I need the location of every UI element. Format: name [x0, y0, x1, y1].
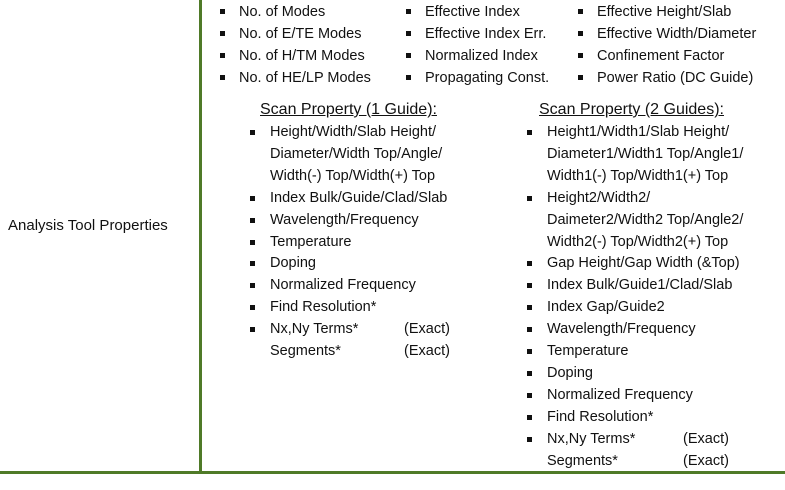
- bullet-icon: [527, 371, 532, 376]
- list-item: [578, 67, 756, 89]
- column-divider: [199, 0, 202, 473]
- bullet-icon: [406, 75, 411, 80]
- scan-property-text: Segments*: [547, 452, 618, 469]
- bullet-icon: [527, 349, 532, 354]
- bullet-icon: [250, 261, 255, 266]
- list-item: [406, 23, 549, 45]
- scan-property-text: Daimeter2/Width2 Top/Angle2/: [547, 211, 744, 228]
- scan-1-guide-heading: Scan Property (1 Guide):: [260, 101, 437, 118]
- scan-property-text: Normalized Frequency: [547, 386, 693, 403]
- scan-property-text: Width1(-) Top/Width1(+) Top: [547, 167, 729, 184]
- bullet-icon: [527, 283, 532, 288]
- scan-property-text: Temperature: [547, 343, 629, 360]
- bullet-icon: [250, 240, 255, 245]
- bullet-icon: [527, 415, 532, 420]
- scan-property-text: Width(-) Top/Width(+) Top: [270, 167, 436, 184]
- bullet-icon: [406, 9, 411, 14]
- bullet-icon: [220, 9, 225, 14]
- scan-property-item: [527, 319, 743, 341]
- scan-property-item: [527, 363, 743, 385]
- scan-property-item: [527, 275, 743, 297]
- mode-count-list: [220, 1, 371, 89]
- list-item: [406, 1, 549, 23]
- scan-property-text: Height2/Width2/: [547, 189, 651, 206]
- list-item: [220, 23, 371, 45]
- scan-property-item: [250, 122, 447, 188]
- row-label: Analysis Tool Properties: [8, 217, 168, 234]
- scan-property-text: Doping: [270, 255, 316, 272]
- bullet-icon: [220, 75, 225, 80]
- bullet-icon: [406, 53, 411, 58]
- list-item: [578, 45, 756, 67]
- exact-note: (Exact): [404, 343, 450, 360]
- bullet-icon: [527, 305, 532, 310]
- list-item-label: Effective Index Err.: [425, 26, 547, 42]
- scan-property-item: [527, 429, 743, 451]
- bullet-icon: [578, 75, 583, 80]
- bullet-icon: [578, 9, 583, 14]
- bullet-icon: [250, 283, 255, 288]
- scan-property-item: [250, 188, 447, 210]
- index-list: [406, 1, 549, 89]
- list-item-label: Effective Index: [425, 4, 520, 20]
- list-item: [578, 23, 756, 45]
- scan-property-text: Gap Height/Gap Width (&Top): [547, 255, 740, 272]
- bullet-icon: [527, 393, 532, 398]
- bullet-icon: [250, 305, 255, 310]
- scan-property-text: Normalized Frequency: [270, 277, 416, 294]
- scan-property-item: [527, 122, 743, 188]
- bullet-icon: [220, 31, 225, 36]
- scan-property-item: [250, 297, 447, 319]
- scan-property-item: [250, 232, 447, 254]
- geometry-list: [578, 1, 756, 89]
- scan-property-text: Height/Width/Slab Height/: [270, 124, 437, 140]
- exact-note: (Exact): [683, 452, 729, 469]
- exact-note: (Exact): [404, 321, 450, 338]
- bullet-icon: [250, 327, 255, 332]
- scan-property-text: Diameter1/Width1 Top/Angle1/: [547, 145, 744, 162]
- scan-property-text: Doping: [547, 364, 593, 381]
- scan-property-item: [527, 188, 743, 254]
- scan-property-item: [527, 297, 743, 319]
- scan-property-text: Find Resolution*: [270, 299, 377, 316]
- scan-property-text: Nx,Ny Terms*: [547, 430, 636, 447]
- bullet-icon: [250, 130, 255, 135]
- scan-property-row: [270, 319, 450, 341]
- bullet-icon: [250, 218, 255, 223]
- scan-property-row: [547, 451, 743, 473]
- scan-property-text: Index Gap/Guide2: [547, 299, 665, 316]
- bullet-icon: [406, 31, 411, 36]
- list-item-label: Confinement Factor: [597, 48, 725, 64]
- bullet-icon: [527, 437, 532, 442]
- bullet-icon: [250, 196, 255, 201]
- bullet-icon: [220, 53, 225, 58]
- scan-property-item: [527, 385, 743, 407]
- list-item-label: Power Ratio (DC Guide): [597, 70, 754, 86]
- list-item-label: No. of H/TM Modes: [239, 48, 365, 64]
- list-item-label: Normalized Index: [425, 48, 538, 64]
- bullet-icon: [527, 196, 532, 201]
- scan-property-text: Width2(-) Top/Width2(+) Top: [547, 233, 729, 250]
- scan-property-text: Diameter/Width Top/Angle/: [270, 145, 443, 162]
- scan-property-text: Nx,Ny Terms*: [270, 321, 359, 338]
- list-item-label: No. of E/TE Modes: [239, 26, 362, 42]
- scan-2-guides-list: [527, 122, 743, 473]
- scan-2-guides-heading: Scan Property (2 Guides):: [539, 101, 724, 118]
- exact-note: (Exact): [683, 430, 729, 447]
- list-item: [578, 1, 756, 23]
- scan-property-text: Temperature: [270, 233, 352, 250]
- scan-property-item: [250, 210, 447, 232]
- scan-property-item: [250, 275, 447, 297]
- scan-property-row: [547, 429, 743, 451]
- scan-property-text: Index Bulk/Guide1/Clad/Slab: [547, 277, 733, 294]
- bullet-icon: [578, 53, 583, 58]
- list-item: [220, 1, 371, 23]
- scan-property-item: [250, 253, 447, 275]
- scan-property-item: [527, 253, 743, 275]
- list-item-label: No. of Modes: [239, 4, 326, 20]
- list-item: [406, 45, 549, 67]
- scan-property-item: [527, 451, 743, 473]
- list-item-label: Effective Width/Diameter: [597, 26, 757, 42]
- list-item: [220, 45, 371, 67]
- scan-property-item: [527, 407, 743, 429]
- bullet-icon: [527, 327, 532, 332]
- scan-property-item: [250, 341, 450, 363]
- scan-property-item: [527, 341, 743, 363]
- scan-property-text: Find Resolution*: [547, 408, 654, 425]
- bullet-icon: [527, 130, 532, 135]
- scan-property-text: Index Bulk/Guide/Clad/Slab: [270, 189, 448, 206]
- scan-property-text: Segments*: [270, 343, 341, 360]
- list-item: [220, 67, 371, 89]
- list-item-label: No. of HE/LP Modes: [239, 70, 371, 86]
- list-item: [406, 67, 549, 89]
- scan-property-text: Wavelength/Frequency: [270, 211, 419, 228]
- scan-1-guide-list: [250, 122, 450, 363]
- scan-property-text: Height1/Width1/Slab Height/: [547, 124, 730, 140]
- scan-property-item: [250, 319, 450, 341]
- scan-property-text: Wavelength/Frequency: [547, 321, 696, 338]
- bullet-icon: [527, 261, 532, 266]
- scan-property-row: [270, 341, 450, 363]
- bullet-icon: [578, 31, 583, 36]
- list-item-label: Propagating Const.: [425, 70, 550, 86]
- list-item-label: Effective Height/Slab: [597, 4, 732, 20]
